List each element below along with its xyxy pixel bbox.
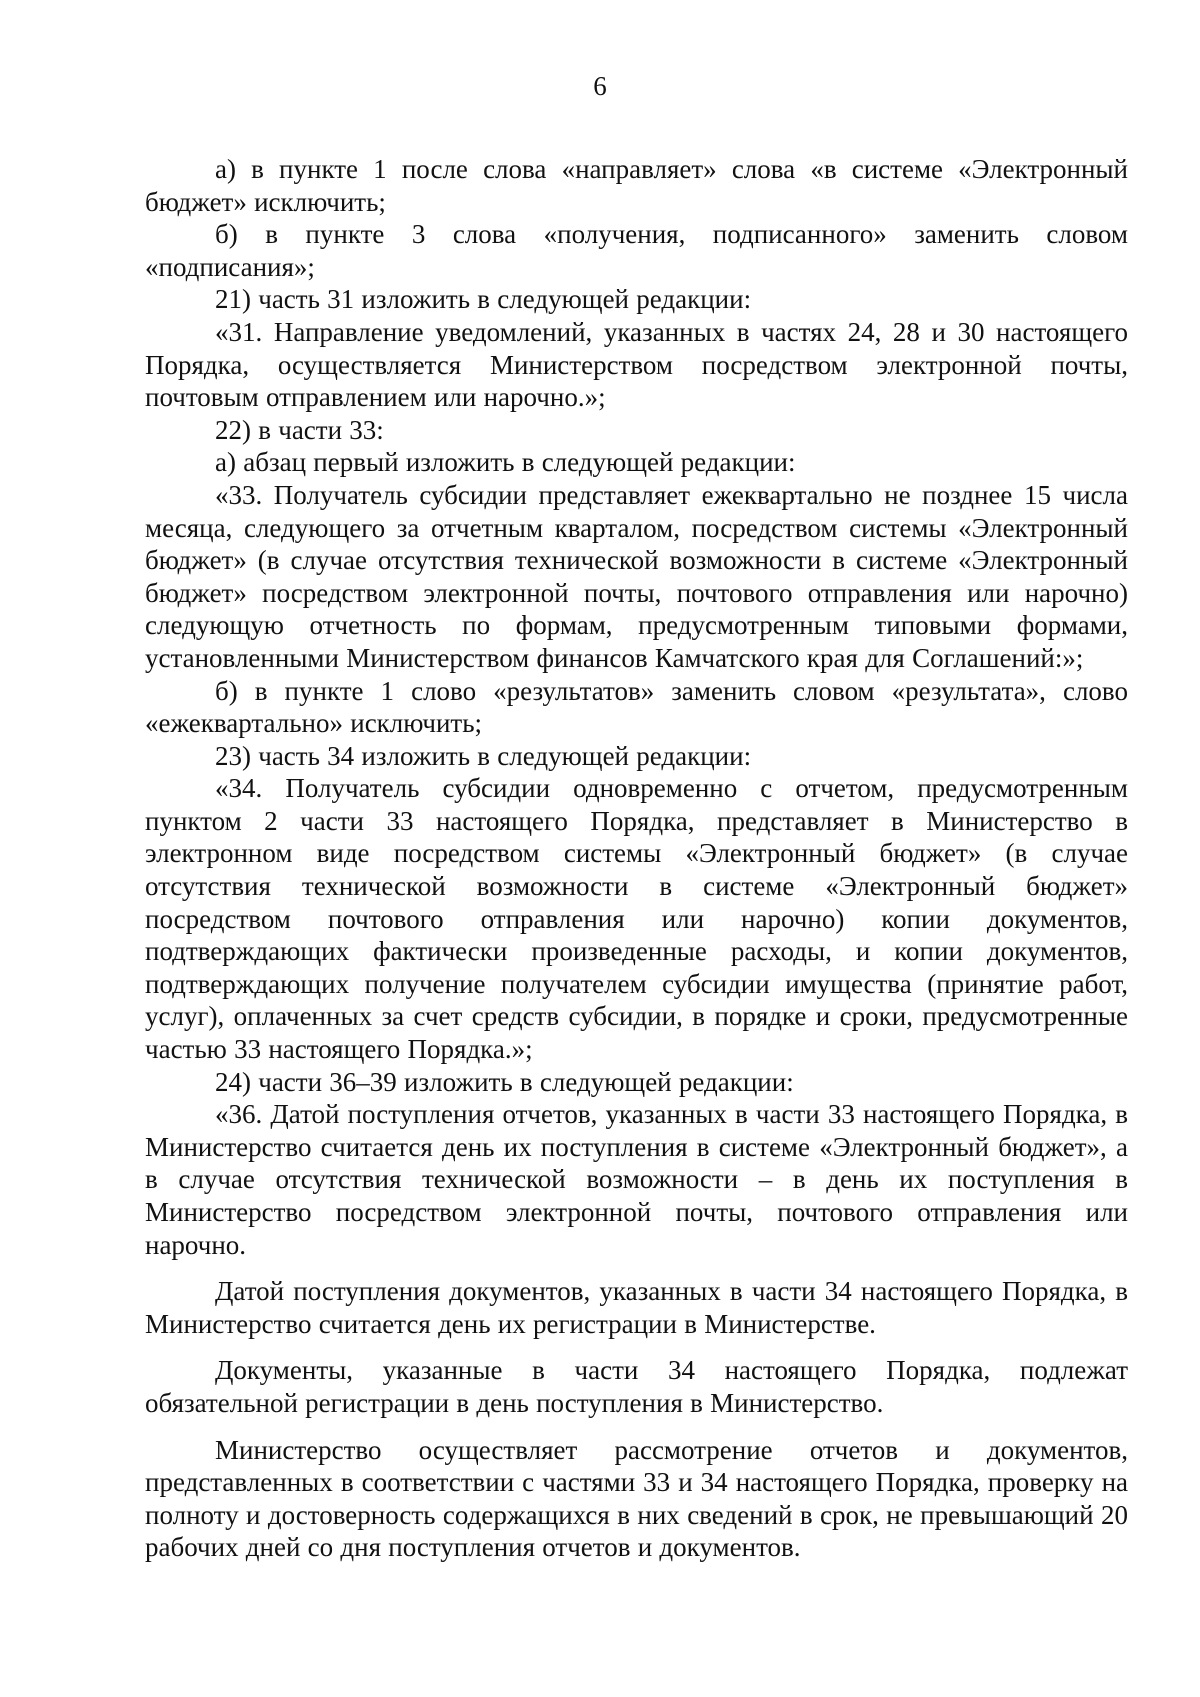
- paragraph: 23) часть 34 изложить в следующей редакции:: [215, 740, 752, 771]
- paragraph: 21) часть 31 изложить в следующей редакции:: [215, 284, 752, 315]
- paragraph: «34. Получатель субсидии одновременно с отчетом, предусмотренным пунктом 2 части 33 настоящего Порядка, представляет в Министерство в электронном виде посредством системы «Электронный бюджет» (в случае отсутствия технической возможности в системе «Электронный бюджет» посредством почтового отправления или нарочно) копии документов, подтверждающих фактически произведенные расходы, и копии документов, подтверждающих получение получателем субсидии имущества (принятие работ, услуг), оплаченных за счет средств субсидии, в порядке и сроки, предусмотренные частью 33 настоящего Порядка.»;: [145, 773, 1128, 1065]
- paragraph: «31. Направление уведомлений, указанных в частях 24, 28 и 30 настоящего Порядка, осуществляется Министерством посредством электронной почты, почтовым отправлением или нарочно.»;: [145, 316, 1128, 413]
- page-number: 6: [593, 71, 607, 101]
- paragraph: «36. Датой поступления отчетов, указанных в части 33 настоящего Порядка, в Министерство считается день их поступления в системе «Электронный бюджет», а в случае отсутствия технической возможности – в день их поступления в Министерство посредством электронной почты, почтового отправления или нарочно.: [145, 1099, 1128, 1260]
- paragraph: Датой поступления документов, указанных в части 34 настоящего Порядка, в Министерство считается день их регистрации в Министерстве.: [145, 1276, 1128, 1339]
- paragraph: 22) в части 33:: [215, 414, 384, 445]
- paragraph: б) в пункте 3 слова «получения, подписанного» заменить словом «подписания»;: [145, 219, 1128, 282]
- paragraph: Министерство осуществляет рассмотрение отчетов и документов, представленных в соответствии с частями 33 и 34 настоящего Порядка, проверку на полноту и достоверность содержащихся в них сведений в срок, не превышающий 20 рабочих дней со дня поступления отчетов и документов.: [145, 1434, 1128, 1563]
- paragraph: 24) части 36–39 изложить в следующей редакции:: [215, 1066, 794, 1097]
- paragraph: Документы, указанные в части 34 настоящего Порядка, подлежат обязательной регистрации в день поступления в Министерство.: [145, 1355, 1128, 1418]
- paragraph: «33. Получатель субсидии представляет ежеквартально не позднее 15 числа месяца, следующего за отчетным кварталом, посредством системы «Электронный бюджет» (в случае отсутствия технической возможности в системе «Электронный бюджет» посредством электронной почты, почтового отправления или нарочно) следующую отчетность по формам, предусмотренным типовыми формами, установленными Министерством финансов Камчатского края для Соглашений:»;: [145, 479, 1128, 673]
- paragraph: а) в пункте 1 после слова «направляет» слова «в системе «Электронный бюджет» исключить;: [145, 154, 1128, 217]
- paragraph: а) абзац первый изложить в следующей редакции:: [215, 447, 796, 478]
- document-body: [145, 153, 1128, 1564]
- paragraph: б) в пункте 1 слово «результатов» заменить словом «результата», слово «ежеквартально» исключить;: [145, 675, 1128, 739]
